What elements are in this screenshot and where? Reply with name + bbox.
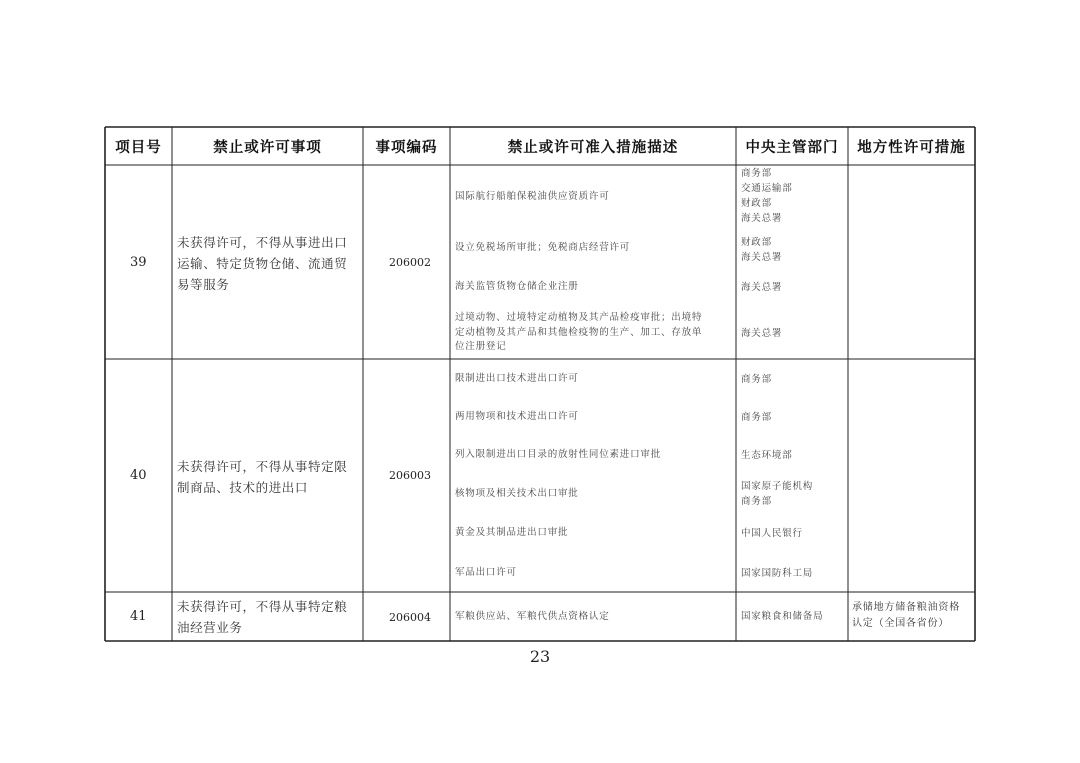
header-desc: 禁止或许可准入措施描述 [507,139,679,156]
row-40-measure-1-desc: 限制进出口技术进出口许可 [455,373,579,384]
header-code: 事项编码 [375,139,438,156]
row-41-measure-1-dept: 国家粮食和储备局 [741,611,824,622]
row-39-measure-2-dept: 财政部 海关总署 [741,237,783,263]
row-40-measure-6-dept: 国家国防科工局 [741,568,814,579]
header-local: 地方性许可措施 [857,139,966,156]
row-41-item: 未获得许可，不得从事特定粮 油经营业务 [177,599,348,635]
row-40-measure-1-dept: 商务部 [741,374,772,385]
row-40-measure-4-desc: 核物项及相关技术出口审批 [455,488,579,499]
row-39-number: 39 [130,255,147,270]
row-41-code: 206004 [389,611,431,624]
row-40-measure-3-desc: 列入限制进出口目录的放射性同位素进口审批 [455,449,662,460]
header-item-no: 项目号 [115,139,162,156]
row-39-code: 206002 [389,256,431,269]
row-40-measure-3-dept: 生态环境部 [741,450,793,461]
row-40-code: 206003 [389,469,431,482]
row-41-number: 41 [130,609,147,624]
row-40-measure-6-desc: 军品出口许可 [455,567,517,578]
row-40-measure-5-desc: 黄金及其制品进出口审批 [455,527,569,538]
row-39-measure-1-desc: 国际航行船舶保税油供应资质许可 [455,191,610,202]
row-39-measure-3-dept: 海关总署 [741,282,783,293]
row-39-item: 未获得许可，不得从事进出口 运输、特定货物仓储、流通贸 易等服务 [177,235,348,292]
row-39-measure-4-dept: 海关总署 [741,328,783,339]
header-item: 禁止或许可事项 [213,139,322,156]
row-39-measure-4-desc: 过境动物、过境特定动植物及其产品检疫审批；出境特 定动植物及其产品和其他检疫物的生产、加工、存放单 位注册登记 [455,312,703,352]
row-40-measure-4-dept: 国家原子能机构 商务部 [741,481,814,507]
row-40-measure-2-desc: 两用物项和技术进出口许可 [455,411,579,422]
row-40-number: 40 [130,468,147,483]
row-41-measure-1-desc: 军粮供应站、军粮代供点资格认定 [455,611,610,622]
header-dept: 中央主管部门 [745,139,839,156]
row-41-local-measure: 承储地方储备粮油资格 认定（全国各省份） [852,602,960,629]
row-40-item: 未获得许可，不得从事特定限 制商品、技术的进出口 [177,459,348,495]
page-number: 23 [529,647,551,666]
row-39-measure-1-dept: 商务部 交通运输部 财政部 海关总署 [741,168,793,224]
row-40-measure-5-dept: 中国人民银行 [741,528,803,539]
row-39-measure-3-desc: 海关监管货物仓储企业注册 [455,281,579,292]
row-39-measure-2-desc: 设立免税场所审批；免税商店经营许可 [455,242,631,253]
row-40-measure-2-dept: 商务部 [741,412,772,423]
